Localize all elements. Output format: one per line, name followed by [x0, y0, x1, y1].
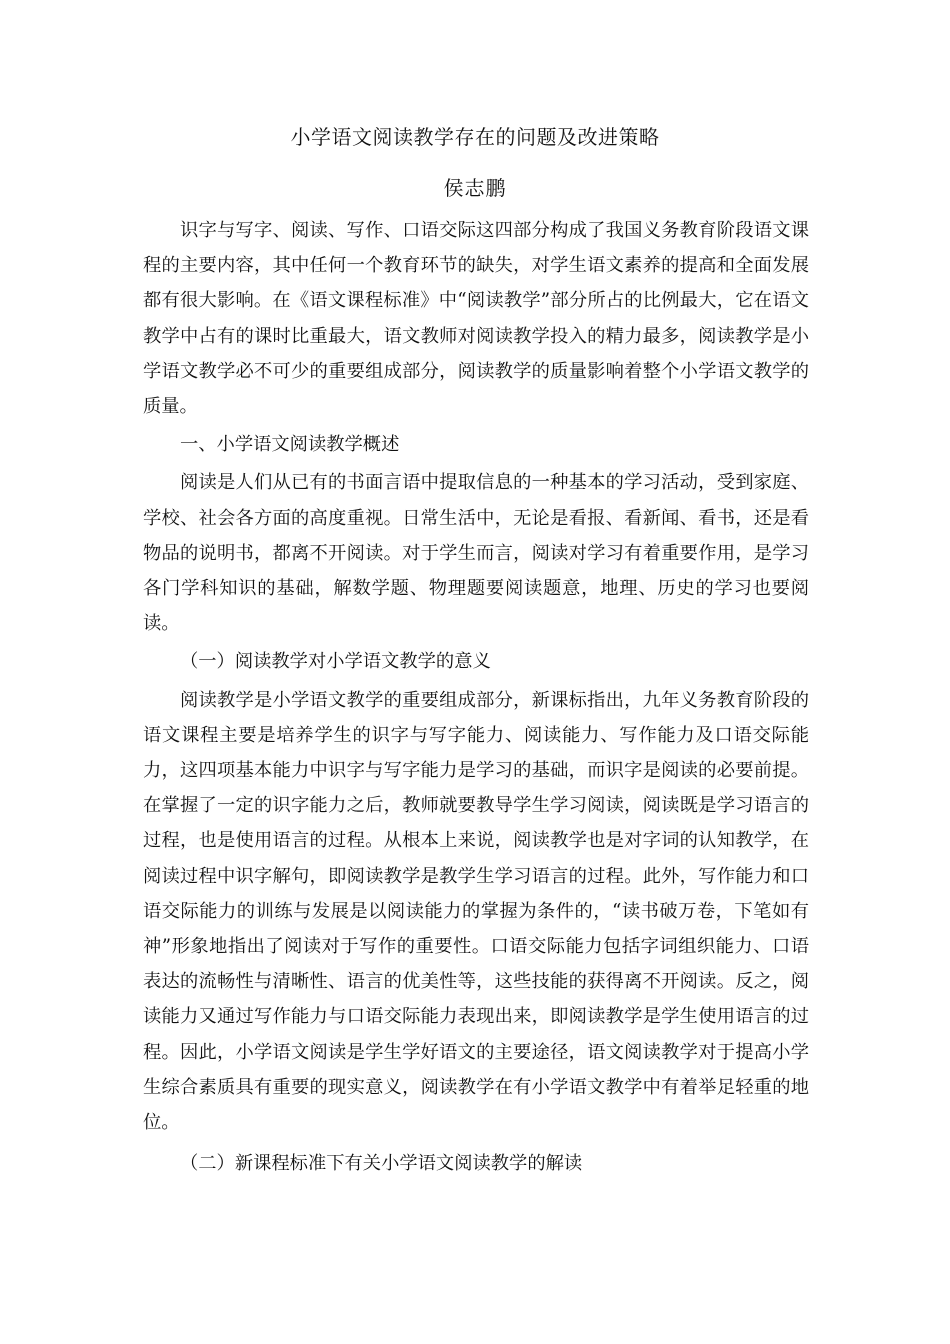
document-title: 小学语文阅读教学存在的问题及改进策略	[290, 125, 660, 149]
paragraph-reading-overview: 阅读是人们从已有的书面言语中提取信息的一种基本的学习活动，受到家庭、学校、社会各方面的高度重视。日常生活中，无论是看报、看新闻、看书，还是看物品的说明书，都离不开阅读。对于学生而言，阅读对学习有着重要作用，是学习各门学科知识的基础，解数学题、物理题要阅读题意，地理、历史的学习也要阅读。	[143, 472, 809, 635]
document-author: 侯志鹏	[443, 176, 507, 200]
document-body	[143, 213, 809, 1184]
subsection-heading-2: （二）新课程标准下有关小学语文阅读教学的解读	[180, 1153, 583, 1175]
paragraph-reading-significance: 阅读教学是小学语文教学的重要组成部分，新课标指出，九年义务教育阶段的语文课程主要是培养学生的识字与写字能力、阅读能力、写作能力及口语交际能力，这四项基本能力中识字与写字能力是学习的基础，而识字是阅读的必要前提。在掌握了一定的识字能力之后，教师就要教导学生学习阅读，阅读既是学习语言的过程，也是使用语言的过程。从根本上来说，阅读教学也是对字词的认知教学，在阅读过程中识字解句，即阅读教学是教学生学习语言的过程。此外，写作能力和口语交际能力的训练与发展是以阅读能力的掌握为条件的，“读书破万卷，下笔如有神”形象地指出了阅读对于写作的重要性。口语交际能力包括字词组织能力、口语表达的流畅性与清晰性、语言的优美性等，这些技能的获得离不开阅读。反之，阅读能力又通过写作能力与口语交际能力表现出来，即阅读教学是学生使用语言的过程。因此，小学语文阅读是学生学好语文的主要途径，语文阅读教学对于提高小学生综合素质具有重要的现实意义，阅读教学在有小学语文教学中有着举足轻重的地位。	[143, 689, 809, 1134]
subsection-heading-1: （一）阅读教学对小学语文教学的意义	[180, 651, 491, 673]
section-heading-1: 一、小学语文阅读教学概述	[180, 434, 400, 456]
paragraph-intro: 识字与写字、阅读、写作、口语交际这四部分构成了我国义务教育阶段语文课程的主要内容，其中任何一个教育环节的缺失，对学生语文素养的提高和全面发展都有很大影响。在《语文课程标准》中“阅读教学”部分所占的比例最大，它在语文教学中占有的课时比重最大，语文教师对阅读教学投入的精力最多，阅读教学是小学语文教学必不可少的重要组成部分，阅读教学的质量影响着整个小学语文教学的质量。	[143, 220, 809, 418]
